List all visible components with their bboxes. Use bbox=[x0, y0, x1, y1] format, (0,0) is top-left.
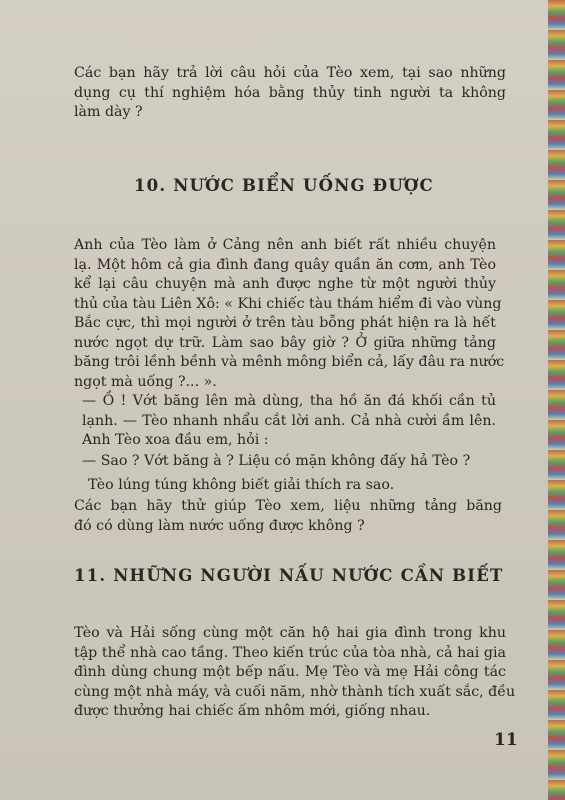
text-line: làm dày ? bbox=[74, 104, 143, 120]
text-line: đình dùng chung một bếp nấu. Mẹ Tèo và mẹ Hải công tác bbox=[74, 664, 506, 680]
text-line: — Sao ? Vớt băng à ? Liệu có mặn không đấy hả Tèo ? bbox=[82, 453, 471, 469]
intro-paragraph bbox=[74, 64, 506, 123]
adjacent-page-edge bbox=[548, 0, 565, 800]
text-line: nước ngọt dự trữ. Làm sao bây giờ ? Ở giữa những tảng bbox=[74, 334, 496, 351]
text-line: băng trôi lềnh bềnh và mênh mông biển cả, lấy đâu ra nước bbox=[74, 354, 505, 370]
section-10-paragraph-1 bbox=[74, 236, 505, 392]
section-11-heading: 11. NHỮNG NGƯỜI NẤU NƯỚC CẦN BIẾT bbox=[74, 566, 504, 585]
text-line: lạnh. — Tèo nhanh nhẩu cắt lời anh. Cả nhà cười ầm lên. bbox=[82, 412, 496, 429]
section-10-paragraph-5 bbox=[74, 497, 502, 536]
text-line: Các bạn hãy thử giúp Tèo xem, liệu những tảng băng bbox=[74, 498, 502, 514]
text-line: Tèo và Hải sống cùng một căn hộ hai gia đình trong khu bbox=[74, 625, 506, 641]
text-line: Các bạn hãy trả lời câu hỏi của Tèo xem, tại sao những bbox=[74, 65, 506, 81]
text-line: đó có dùng làm nước uống được không ? bbox=[74, 517, 365, 534]
section-10-paragraph-2 bbox=[82, 392, 496, 451]
section-10-heading: 10. NƯỚC BIỂN UỐNG ĐƯỢC bbox=[134, 176, 434, 195]
section-10-paragraph-3 bbox=[82, 452, 496, 472]
text-line: lạ. Một hôm cả gia đình đang quây quần ăn cơm, anh Tèo bbox=[74, 256, 496, 273]
section-10-paragraph-4 bbox=[88, 476, 496, 496]
text-line: ngọt mà uống ?... ». bbox=[74, 373, 217, 390]
text-line: Bắc cực, thì mọi người ở trên tàu bỗng phát hiện ra là hết bbox=[74, 315, 496, 331]
text-line: Anh Tèo xoa đầu em, hỏi : bbox=[82, 432, 269, 448]
text-line: thủ của tàu Liên Xô: « Khi chiếc tàu thám hiểm đi vào vùng bbox=[74, 295, 502, 312]
page-number: 11 bbox=[494, 730, 518, 750]
text-line: — Ồ ! Vớt băng lên mà dùng, tha hồ ăn đá khối cần tủ bbox=[82, 393, 496, 409]
text-line: Anh của Tèo làm ở Cảng nên anh biết rất nhiều chuyện bbox=[74, 237, 496, 253]
text-line: dụng cụ thí nghiệm hóa bằng thủy tinh người ta không bbox=[74, 84, 506, 101]
text-line: được thưởng hai chiếc ấm nhôm mới, giống nhau. bbox=[74, 703, 431, 719]
text-line: kể lại câu chuyện mà anh được nghe từ một người thủy bbox=[74, 276, 496, 292]
text-line: tập thể nhà cao tầng. Theo kiến trúc của tòa nhà, cả hai gia bbox=[74, 644, 506, 661]
text-line: cùng một nhà máy, và cuối năm, nhờ thành tích xuất sắc, đều bbox=[74, 683, 516, 700]
section-11-paragraph-1 bbox=[74, 624, 516, 722]
text-line: Tèo lúng túng không biết giải thích ra sao. bbox=[88, 477, 395, 493]
